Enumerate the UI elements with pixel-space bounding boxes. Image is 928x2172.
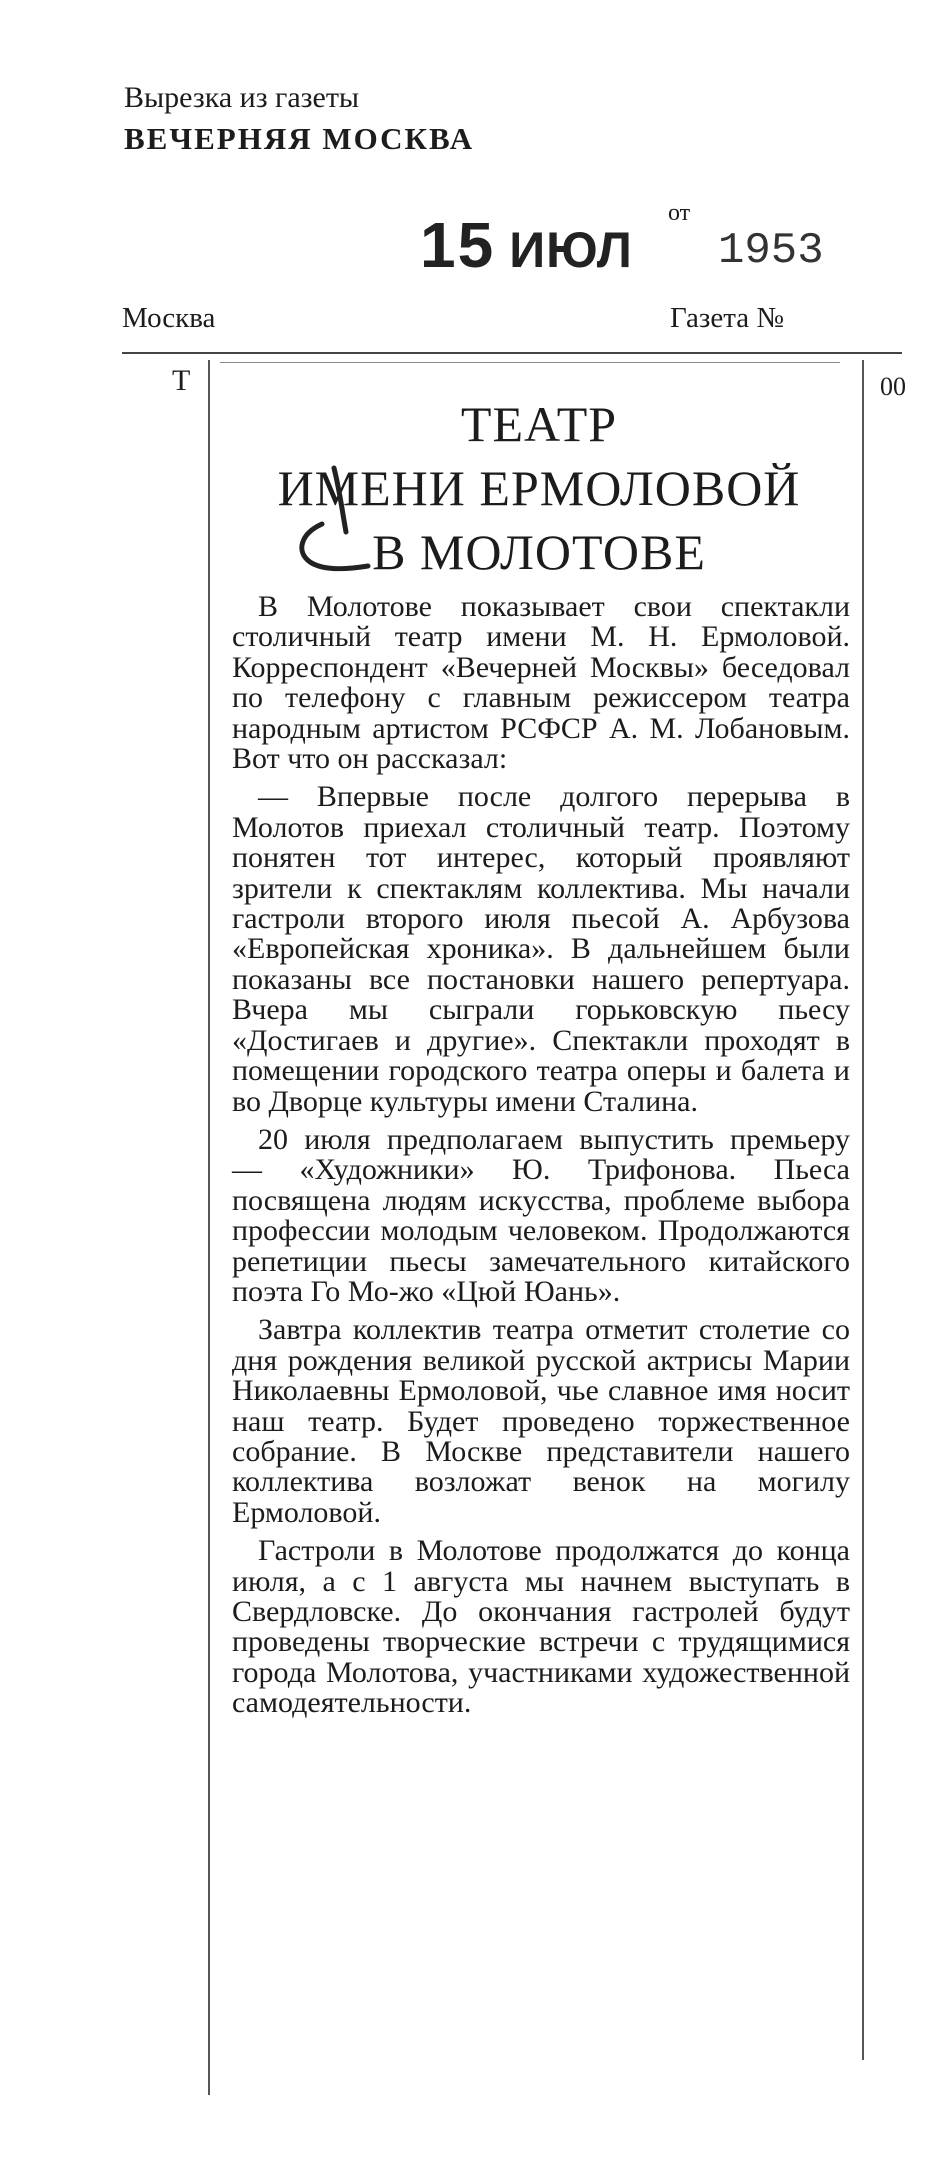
article-paragraph: В Молотове показывает свои спектакли столичный театр имени М. Н. Ермоловой. Корреспондент «Вечерней Москвы» беседовал по телефону с главным режиссером театра народным артистом РСФСР А. М. Лобановым. Вот что он рассказал: [232,590,850,776]
newspaper-name: ВЕЧЕРНЯЯ МОСКВА [124,121,475,156]
stamp-year: 1953 [718,226,824,276]
headline-line-3: В МОЛОТОВЕ [372,524,706,580]
stamp-ot: от [668,200,691,226]
left-column-fragment: Т [172,364,191,397]
date-stamp [420,208,633,282]
stamp-day: 15 [420,209,496,281]
right-column-rule [862,360,864,2060]
article-paragraph: 20 июля предполагаем выпустить премьеру — «Художники» Ю. Трифонова. Пьеса посвящена людям искусства, проблеме выбора профессии молодым человеком. Продолжаются репетиции пьесы замечательного китайского поэта Го Мо-жо «Цюй Юань». [232,1122,850,1308]
article-paragraph: Гастроли в Молотове продолжатся до конца июля, а с 1 августа мы начнем выступать в Свердловске. До окончания гастролей будут проведены творческие встречи с трудящимися города Молотова, участниками художественной самодеятельности. [232,1534,850,1720]
right-column-fragment: 00 [880,372,906,401]
headline-line-2: ИМЕНИ ЕРМОЛОВОЙ [277,460,801,516]
city-label: Москва [122,302,216,334]
left-column-rule [208,360,210,2095]
article-paragraph: Завтра коллектив театра отметит столетие со дня рождения великой русской актрисы Марии Николаевны Ермоловой, чье славное имя носит наш театр. Будет проведено торжественное собрание. В Москве представители нашего коллектива возложат венок на могилу Ермоловой. [232,1313,850,1529]
headline-line-1: ТЕАТР [460,396,618,452]
header-rule [122,352,902,354]
gazette-number-label: Газета № [670,302,785,334]
clipping-label: Вырезка из газеты [124,81,360,114]
stamp-month: ИЮЛ [509,222,633,278]
pen-mark-icon [282,462,402,574]
article-top-rule [220,362,840,363]
article-body [232,592,850,1719]
article-paragraph: — Впервые после долгого перерыва в Молотов приехал столичный театр. Поэтому понятен тот интерес, который проявляют зрители к спектаклям коллектива. Мы начали гастроли второго июля пьесой А. Арбузова «Европейская хроника». В дальнейшем были показаны все постановки нашего репертуара. Вчера мы сыграли горьковскую пьесу «Достигаев и другие». Спектакли проходят в помещении городского театра оперы и балета и во Дворце культуры имени Сталина. [232,780,850,1118]
